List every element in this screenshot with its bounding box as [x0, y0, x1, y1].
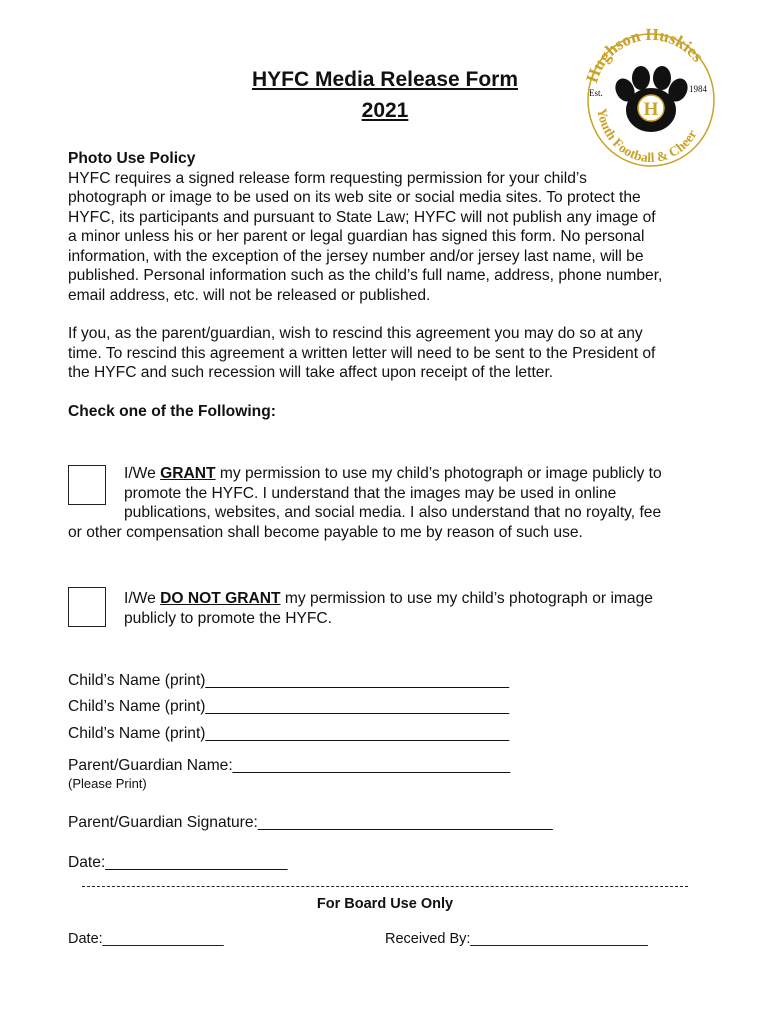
logo-center-letter: H — [643, 99, 659, 120]
deny-statement — [124, 589, 724, 628]
grant-line1: my permission to use my child’s photograph or image publicly to — [215, 465, 662, 482]
deny-line1: my permission to use my child’s photograph or image — [280, 590, 653, 607]
grant-line4: or other compensation shall become payable to me by reason of such use. — [68, 524, 583, 541]
check-heading: Check one of the Following: — [68, 403, 276, 420]
policy-section — [68, 149, 728, 305]
policy-line: email address, etc. will not be released or published. — [68, 286, 431, 304]
logo-graphic — [583, 20, 715, 170]
hughson-huskies-logo — [583, 20, 715, 170]
board-received-by-field[interactable]: Received By:______________________ — [385, 931, 648, 947]
board-date-field[interactable]: Date:_______________ — [68, 931, 224, 947]
parent-name-field[interactable]: Parent/Guardian Name:________________________________ — [68, 757, 511, 774]
board-divider — [82, 886, 688, 887]
deny-keyword: DO NOT GRANT — [160, 590, 281, 607]
board-heading: For Board Use Only — [316, 896, 454, 912]
grant-keyword: GRANT — [160, 465, 216, 482]
policy-line: information, with the exception of the jersey number and/or jersey last name, will be — [68, 247, 644, 265]
child-name-field-1[interactable]: Child’s Name (print)___________________________________ — [68, 672, 510, 689]
date-field[interactable]: Date:_____________________ — [68, 854, 288, 871]
policy-line: HYFC requires a signed release form requesting permission for your child’s — [68, 169, 587, 187]
grant-line2: promote the HYFC. I understand that the images may be used in online — [124, 484, 617, 502]
logo-est-label: Est. — [589, 88, 603, 98]
signature-field[interactable]: Parent/Guardian Signature:__________________________________ — [68, 814, 553, 831]
deny-line2: publicly to promote the HYFC. — [124, 609, 333, 627]
policy-line: published. Personal information such as the child’s full name, address, phone number, — [68, 267, 663, 284]
grant-prefix: I/We — [124, 465, 161, 482]
policy-heading: Photo Use Policy — [68, 150, 196, 167]
child-name-field-2[interactable]: Child’s Name (print)___________________________________ — [68, 698, 510, 715]
deny-prefix: I/We — [124, 590, 161, 607]
rescind-section — [68, 324, 728, 383]
grant-statement — [124, 464, 724, 523]
logo-bottom-text: Youth Football & Cheer — [594, 107, 700, 166]
deny-checkbox[interactable] — [68, 587, 106, 627]
rescind-line: the HYFC and such recession will take affect upon receipt of the letter. — [68, 364, 554, 381]
grant-checkbox[interactable] — [68, 465, 106, 505]
page-title: HYFC Media Release Form — [251, 68, 519, 91]
page-year: 2021 — [361, 99, 409, 122]
policy-line: photograph or image to be used on its web site or social media sites. To protect the — [68, 189, 641, 206]
child-name-field-3[interactable]: Child’s Name (print)___________________________________ — [68, 725, 510, 742]
grant-line3: publications, websites, and social media. I also understand that no royalty, fee — [124, 504, 662, 521]
logo-top-text: Hughson Huskies — [583, 24, 708, 86]
rescind-line: If you, as the parent/guardian, wish to rescind this agreement you may do so at any — [68, 325, 643, 342]
logo-est-year: 1984 — [689, 84, 707, 94]
policy-line: HYFC, its participants and pursuant to State Law; HYFC will not publish any image of — [68, 208, 656, 226]
policy-line: a minor unless his or her parent or legal guardian has signed this form. No personal — [68, 228, 645, 245]
parent-name-note: (Please Print) — [68, 776, 147, 791]
rescind-line: time. To rescind this agreement a written letter will need to be sent to the President of — [68, 344, 656, 362]
